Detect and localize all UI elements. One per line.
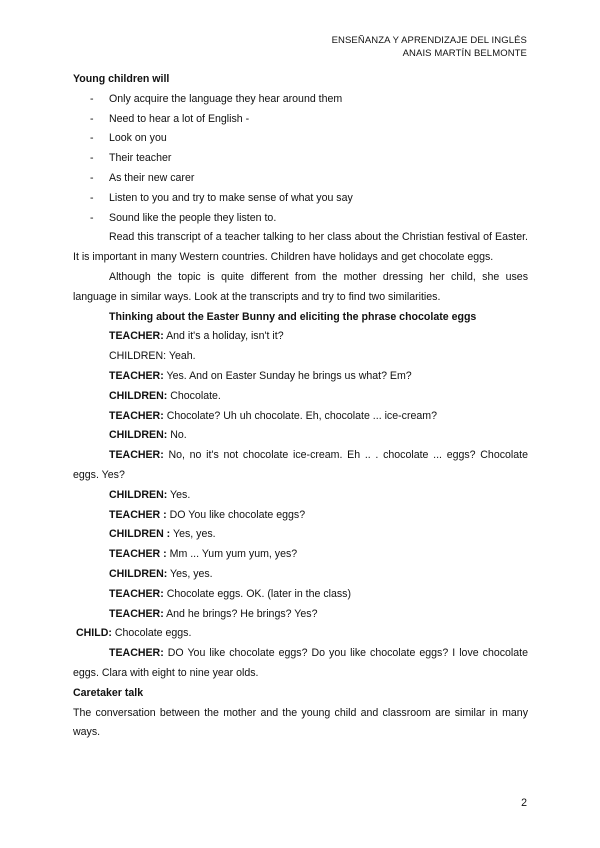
dialogue-line <box>73 446 528 486</box>
dialogue-line <box>73 644 528 684</box>
dialogue-text: Yes, yes. <box>172 528 216 541</box>
dash-marker: - <box>90 132 94 145</box>
speaker-label: TEACHER: <box>109 369 164 382</box>
speaker-label: TEACHER : <box>109 508 167 521</box>
paragraph-similarities: Although the topic is quite different from the mother dressing her child, she uses language in similar ways. Look at the transcripts and try to find two similarities. <box>73 270 528 303</box>
dialogue-text: Yes. <box>170 488 191 501</box>
dash-marker: - <box>90 92 94 105</box>
dialogue-text: Chocolate eggs. OK. (later in the class) <box>166 587 351 600</box>
dialogue-line <box>73 486 528 506</box>
bullet-item <box>73 90 528 110</box>
speaker-label: TEACHER: <box>109 587 164 600</box>
dash-marker: - <box>90 191 94 204</box>
dialogue-text: Chocolate. <box>170 389 221 402</box>
dialogue-text: Chocolate? Uh uh chocolate. Eh, chocolate ... ice-cream? <box>166 409 437 422</box>
dialogue-text: CHILDREN: Yeah. <box>109 350 196 363</box>
section-heading: Young children will <box>73 73 170 85</box>
header-line-2: ANAIS MARTÍN BELMONTE <box>402 48 527 59</box>
bullet-text: Need to hear a lot of English - <box>109 112 250 125</box>
bullet-text: Their teacher <box>109 152 172 165</box>
page-number: 2 <box>521 797 527 809</box>
transcript-title: Thinking about the Easter Bunny and eliciting the phrase chocolate eggs <box>109 310 477 323</box>
dialogue-text: Mm ... Yum yum yum, yes? <box>169 548 298 561</box>
dialogue-text: Chocolate eggs. <box>114 627 192 640</box>
speaker-label: TEACHER: <box>109 409 164 422</box>
speaker-label: CHILDREN : <box>109 528 171 541</box>
bullet-text: Only acquire the language they hear around them <box>109 92 343 105</box>
speaker-label: TEACHER: <box>109 607 164 620</box>
bullet-text: Look on you <box>109 132 167 145</box>
dialogue-line <box>73 565 528 585</box>
speaker-label: CHILDREN: <box>109 429 168 442</box>
dialogue-text: Yes. And on Easter Sunday he brings us what? Em? <box>166 369 412 382</box>
bullet-item <box>73 110 528 130</box>
dialogue-text: And he brings? He brings? Yes? <box>166 607 318 620</box>
paragraph-intro: Read this transcript of a teacher talking to her class about the Christian festival of Easter. It is important in many Western countries. Children have holidays and get chocolate eggs. <box>73 231 528 264</box>
speaker-label: CHILDREN: <box>109 488 168 501</box>
dialogue-text: No. <box>170 429 187 442</box>
dialogue-line <box>73 525 528 545</box>
speaker-label: TEACHER : <box>109 548 167 561</box>
speaker-label: CHILD: <box>76 627 112 640</box>
page-header <box>332 34 527 60</box>
bullet-list <box>73 90 528 229</box>
dialogue-line <box>73 327 528 347</box>
dialogue-line <box>73 347 528 367</box>
bullet-text: As their new carer <box>109 171 195 184</box>
dialogue-text: Yes, yes. <box>170 567 213 580</box>
bullet-text: Listen to you and try to make sense of what you say <box>109 191 353 204</box>
speaker-label: CHILDREN: <box>109 567 168 580</box>
dialogue-line <box>73 585 528 605</box>
dash-marker: - <box>90 152 94 165</box>
dialogue-line <box>73 387 528 407</box>
dialogue-line <box>73 367 528 387</box>
dash-marker: - <box>90 211 94 224</box>
subheading: Caretaker talk <box>73 686 144 699</box>
bullet-item <box>73 129 528 149</box>
dialogue-line <box>73 426 528 446</box>
dialogue-line <box>73 624 528 644</box>
dialogue-text: DO You like chocolate eggs? <box>169 508 306 521</box>
speaker-label: TEACHER: <box>109 647 164 660</box>
page-content <box>73 70 528 743</box>
bullet-item <box>73 189 528 209</box>
dialogue-line <box>73 605 528 625</box>
dialogue-line <box>73 407 528 427</box>
bullet-text: Sound like the people they listen to. <box>109 211 277 224</box>
bullet-item <box>73 149 528 169</box>
dialogue-line <box>73 545 528 565</box>
bullet-item <box>73 169 528 189</box>
dash-marker: - <box>90 171 94 184</box>
dash-marker: - <box>90 112 94 125</box>
speaker-label: TEACHER: <box>109 449 164 462</box>
speaker-label: CHILDREN: <box>109 389 168 402</box>
closing-paragraph: The conversation between the mother and the young child and classroom are similar in many ways. <box>73 706 528 739</box>
bullet-item <box>73 209 528 229</box>
speaker-label: TEACHER: <box>109 330 164 343</box>
dialogue-text: No, no it's not chocolate ice-cream. Eh .. . chocolate ... eggs? Chocolate eggs. Yes? <box>73 449 528 481</box>
header-line-1: ENSEÑANZA Y APRENDIZAJE DEL INGLÉS <box>331 35 527 46</box>
dialogue-text: DO You like chocolate eggs? Do you like chocolate eggs? I love chocolate eggs. Clara with eight to nine year olds. <box>73 647 528 679</box>
dialogue-text: And it's a holiday, isn't it? <box>166 330 284 343</box>
dialogue-line <box>73 506 528 526</box>
